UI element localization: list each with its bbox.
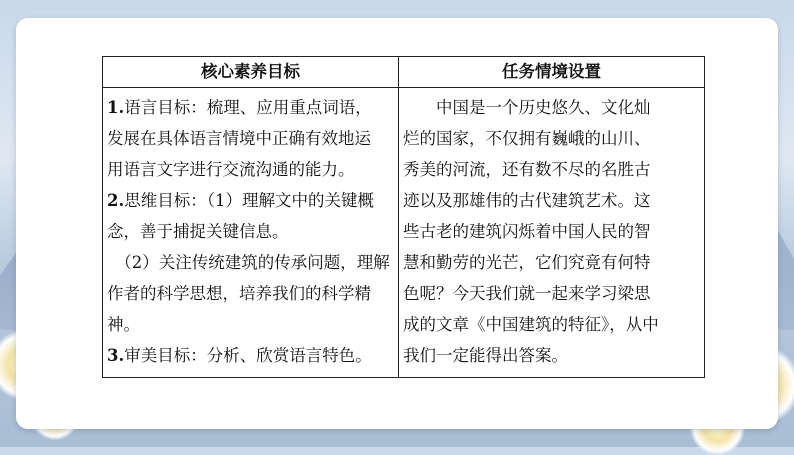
goal-1-line-1: 1.语言目标：梳理、应用重点词语， [107, 98, 372, 117]
goal-2-sub-line-3: 神。 [107, 315, 140, 334]
scenario-cell [399, 88, 705, 378]
table-header-row [103, 57, 705, 88]
scenario-line: 烂的国家，不仅拥有巍峨的山川、 [403, 129, 651, 148]
table-row [103, 88, 705, 378]
goal-1-line-3: 用语言文字进行交流沟通的能力。 [107, 160, 355, 179]
goal-3-line-1: 3.审美目标：分析、欣赏语言特色。 [107, 346, 372, 365]
goals-table [102, 56, 705, 378]
header-core-literacy-goals: 核心素养目标 [103, 57, 399, 88]
scenario-line: 中国是一个历史悠久、文化灿 [436, 98, 651, 117]
goals-cell [103, 88, 399, 378]
scenario-line: 迹以及那雄伟的古代建筑艺术。这 [403, 191, 651, 210]
scenario-line: 色呢？今天我们就一起来学习梁思 [403, 284, 651, 303]
scenario-line: 我们一定能得出答案。 [403, 346, 568, 365]
scenario-line: 秀美的河流，还有数不尽的名胜古 [403, 160, 651, 179]
goal-2-sub-line-2: 作者的科学思想，培养我们的科学精 [107, 284, 371, 303]
goal-1-line-2: 发展在具体语言情境中正确有效地运 [107, 129, 371, 148]
header-task-scenario: 任务情境设置 [399, 57, 705, 88]
goal-2-line-1: 2.思维目标：（1）理解文中的关键概 [107, 191, 374, 210]
goal-2-sub-line-1: （2）关注传统建筑的传承问题，理解 [115, 253, 390, 272]
scenario-line: 些古老的建筑闪烁着中国人民的智 [403, 222, 651, 241]
scenario-line: 慧和勤劳的光芒，它们究竟有何特 [403, 253, 651, 272]
goal-2-line-2: 念，善于捕捉关键信息。 [107, 222, 289, 241]
scenario-line: 成的文章《中国建筑的特征》，从中 [403, 315, 659, 334]
